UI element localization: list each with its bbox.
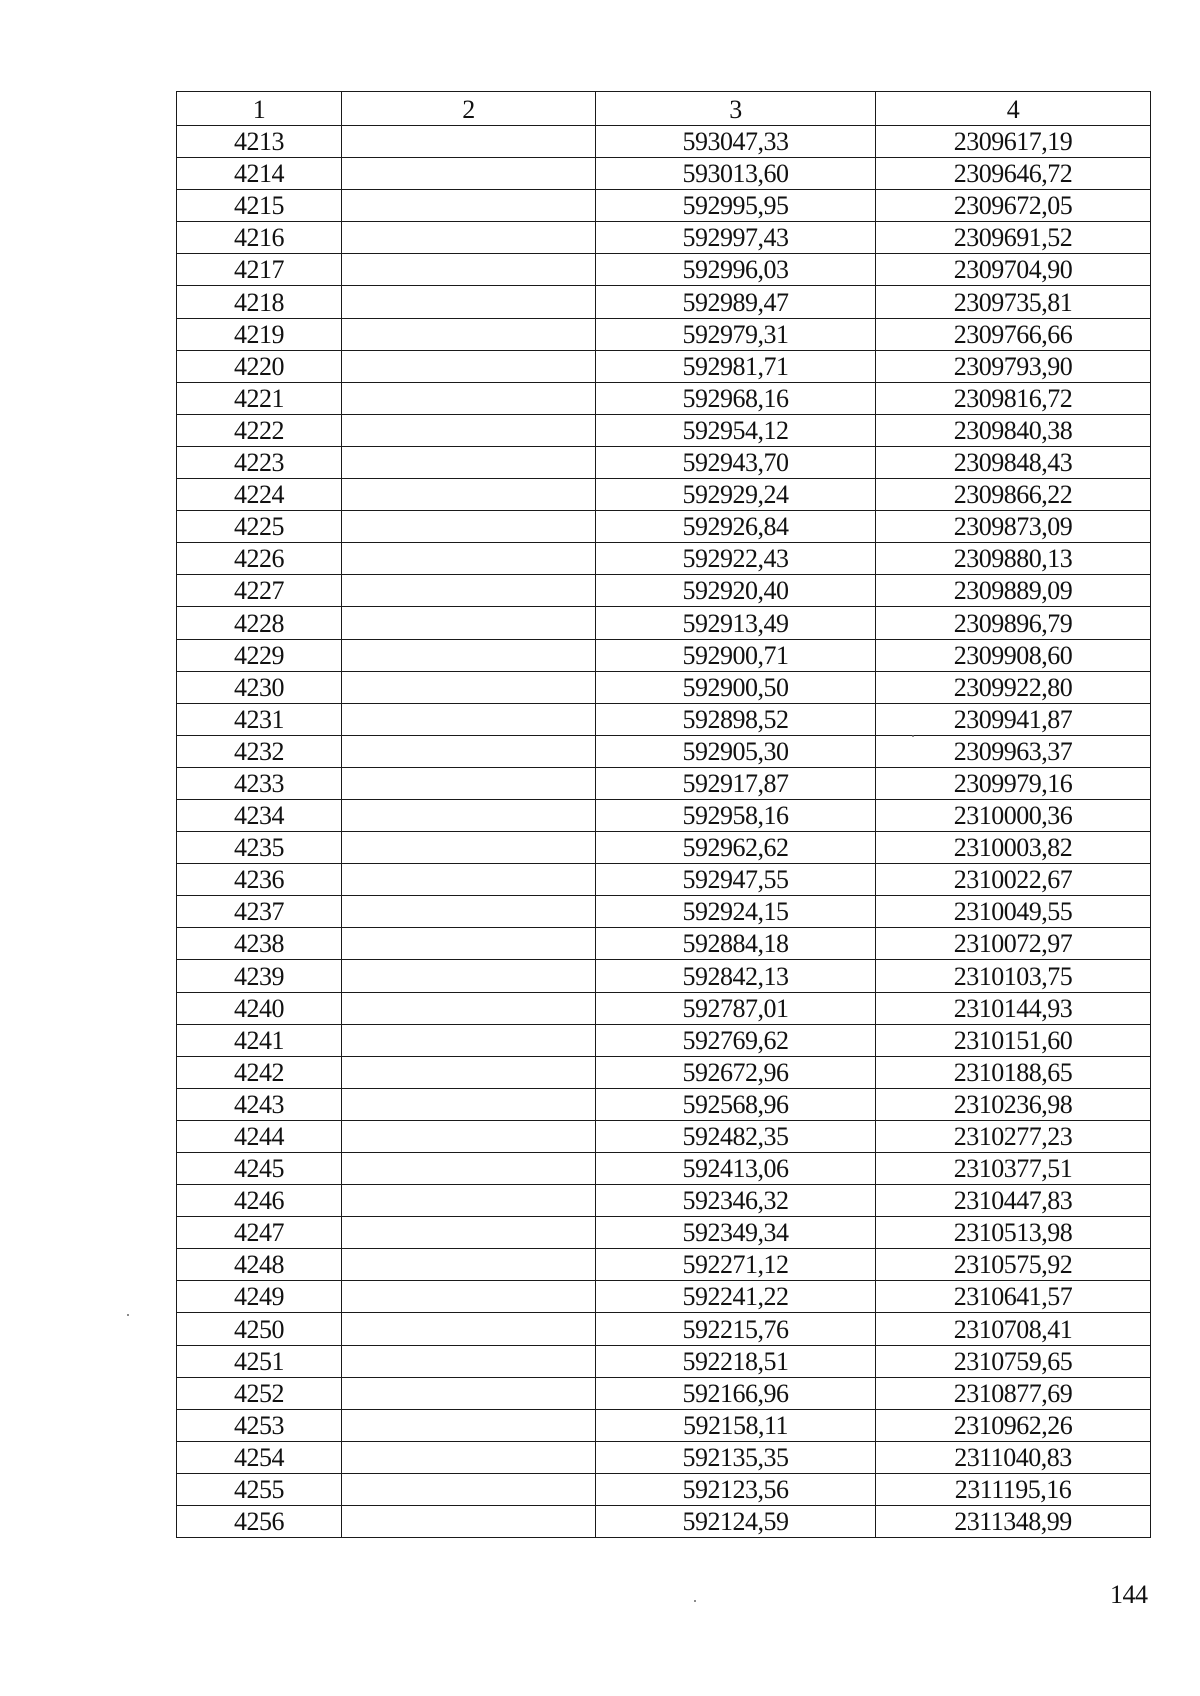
x-coordinate-cell: 592981,71 — [596, 350, 876, 382]
y-coordinate-cell: 2309896,79 — [876, 607, 1151, 639]
y-coordinate-cell: 2311348,99 — [876, 1506, 1151, 1538]
table-row — [177, 350, 1151, 382]
description-cell — [342, 446, 596, 478]
x-coordinate-cell: 592905,30 — [596, 735, 876, 767]
description-cell — [342, 126, 596, 158]
point-number-cell: 4239 — [177, 960, 342, 992]
x-coordinate-cell: 592920,40 — [596, 575, 876, 607]
point-number-cell: 4254 — [177, 1441, 342, 1473]
y-coordinate-cell: 2309979,16 — [876, 767, 1151, 799]
point-number-cell: 4217 — [177, 254, 342, 286]
x-coordinate-cell: 592947,55 — [596, 864, 876, 896]
point-number-cell: 4241 — [177, 1024, 342, 1056]
y-coordinate-cell: 2309963,37 — [876, 735, 1151, 767]
point-number-cell: 4244 — [177, 1120, 342, 1152]
y-coordinate-cell: 2309866,22 — [876, 479, 1151, 511]
point-number-cell: 4235 — [177, 832, 342, 864]
y-coordinate-cell: 2310377,51 — [876, 1153, 1151, 1185]
table-row — [177, 286, 1151, 318]
point-number-cell: 4224 — [177, 479, 342, 511]
point-number-cell: 4222 — [177, 414, 342, 446]
x-coordinate-cell: 592898,52 — [596, 703, 876, 735]
table-row — [177, 735, 1151, 767]
x-coordinate-cell: 592413,06 — [596, 1153, 876, 1185]
point-number-cell: 4240 — [177, 992, 342, 1024]
description-cell — [342, 254, 596, 286]
description-cell — [342, 1249, 596, 1281]
x-coordinate-cell: 592922,43 — [596, 543, 876, 575]
point-number-cell: 4252 — [177, 1377, 342, 1409]
description-cell — [342, 1056, 596, 1088]
table-row — [177, 928, 1151, 960]
description-cell — [342, 479, 596, 511]
x-coordinate-cell: 592123,56 — [596, 1473, 876, 1505]
point-number-cell: 4256 — [177, 1506, 342, 1538]
table-row — [177, 1345, 1151, 1377]
table-row — [177, 1088, 1151, 1120]
x-coordinate-cell: 592900,50 — [596, 671, 876, 703]
description-cell — [342, 1409, 596, 1441]
point-number-cell: 4237 — [177, 896, 342, 928]
y-coordinate-cell: 2309691,52 — [876, 222, 1151, 254]
y-coordinate-cell: 2309941,87 — [876, 703, 1151, 735]
y-coordinate-cell: 2310103,75 — [876, 960, 1151, 992]
table-header — [177, 92, 1151, 126]
y-coordinate-cell: 2310513,98 — [876, 1217, 1151, 1249]
table-row — [177, 511, 1151, 543]
x-coordinate-cell: 592787,01 — [596, 992, 876, 1024]
y-coordinate-cell: 2309617,19 — [876, 126, 1151, 158]
point-number-cell: 4229 — [177, 639, 342, 671]
x-coordinate-cell: 592271,12 — [596, 1249, 876, 1281]
y-coordinate-cell: 2309704,90 — [876, 254, 1151, 286]
point-number-cell: 4242 — [177, 1056, 342, 1088]
x-coordinate-cell: 592979,31 — [596, 318, 876, 350]
description-cell — [342, 1345, 596, 1377]
y-coordinate-cell: 2310003,82 — [876, 832, 1151, 864]
point-number-cell: 4248 — [177, 1249, 342, 1281]
x-coordinate-cell: 592769,62 — [596, 1024, 876, 1056]
table-row — [177, 671, 1151, 703]
x-coordinate-cell: 592135,35 — [596, 1441, 876, 1473]
y-coordinate-cell: 2309889,09 — [876, 575, 1151, 607]
description-cell — [342, 992, 596, 1024]
point-number-cell: 4214 — [177, 158, 342, 190]
y-coordinate-cell: 2309908,60 — [876, 639, 1151, 671]
table-row — [177, 479, 1151, 511]
point-number-cell: 4231 — [177, 703, 342, 735]
column-header-4: 4 — [876, 92, 1151, 126]
table-row — [177, 864, 1151, 896]
y-coordinate-cell: 2309873,09 — [876, 511, 1151, 543]
table-row — [177, 607, 1151, 639]
description-cell — [342, 511, 596, 543]
description-cell — [342, 1024, 596, 1056]
x-coordinate-cell: 592917,87 — [596, 767, 876, 799]
y-coordinate-cell: 2310447,83 — [876, 1185, 1151, 1217]
description-cell — [342, 639, 596, 671]
x-coordinate-cell: 592995,95 — [596, 190, 876, 222]
y-coordinate-cell: 2309816,72 — [876, 382, 1151, 414]
table-row — [177, 1409, 1151, 1441]
x-coordinate-cell: 592926,84 — [596, 511, 876, 543]
x-coordinate-cell: 592989,47 — [596, 286, 876, 318]
y-coordinate-cell: 2309793,90 — [876, 350, 1151, 382]
table-row — [177, 1056, 1151, 1088]
y-coordinate-cell: 2310072,97 — [876, 928, 1151, 960]
description-cell — [342, 1217, 596, 1249]
table-row — [177, 318, 1151, 350]
description-cell — [342, 767, 596, 799]
description-cell — [342, 158, 596, 190]
description-cell — [342, 1185, 596, 1217]
y-coordinate-cell: 2309672,05 — [876, 190, 1151, 222]
x-coordinate-cell: 592968,16 — [596, 382, 876, 414]
description-cell — [342, 799, 596, 831]
point-number-cell: 4213 — [177, 126, 342, 158]
table-row — [177, 1313, 1151, 1345]
column-header-1: 1 — [177, 92, 342, 126]
description-cell — [342, 543, 596, 575]
y-coordinate-cell: 2310641,57 — [876, 1281, 1151, 1313]
column-header-2: 2 — [342, 92, 596, 126]
table-row — [177, 1153, 1151, 1185]
table-row — [177, 992, 1151, 1024]
point-number-cell: 4251 — [177, 1345, 342, 1377]
description-cell — [342, 1473, 596, 1505]
x-coordinate-cell: 592943,70 — [596, 446, 876, 478]
point-number-cell: 4243 — [177, 1088, 342, 1120]
scan-speck — [127, 1314, 129, 1316]
x-coordinate-cell: 592166,96 — [596, 1377, 876, 1409]
y-coordinate-cell: 2309735,81 — [876, 286, 1151, 318]
table-row — [177, 703, 1151, 735]
y-coordinate-cell: 2309922,80 — [876, 671, 1151, 703]
point-number-cell: 4226 — [177, 543, 342, 575]
table-row — [177, 158, 1151, 190]
y-coordinate-cell: 2310144,93 — [876, 992, 1151, 1024]
y-coordinate-cell: 2310759,65 — [876, 1345, 1151, 1377]
point-number-cell: 4247 — [177, 1217, 342, 1249]
x-coordinate-cell: 592929,24 — [596, 479, 876, 511]
point-number-cell: 4219 — [177, 318, 342, 350]
table-row — [177, 446, 1151, 478]
x-coordinate-cell: 592954,12 — [596, 414, 876, 446]
point-number-cell: 4233 — [177, 767, 342, 799]
x-coordinate-cell: 592924,15 — [596, 896, 876, 928]
description-cell — [342, 414, 596, 446]
point-number-cell: 4255 — [177, 1473, 342, 1505]
scan-speck — [912, 735, 914, 737]
description-cell — [342, 575, 596, 607]
description-cell — [342, 286, 596, 318]
table-row — [177, 222, 1151, 254]
table-row — [177, 1024, 1151, 1056]
table-row — [177, 543, 1151, 575]
scan-speck — [694, 1600, 696, 1602]
description-cell — [342, 671, 596, 703]
y-coordinate-cell: 2310022,67 — [876, 864, 1151, 896]
x-coordinate-cell: 592218,51 — [596, 1345, 876, 1377]
x-coordinate-cell: 592158,11 — [596, 1409, 876, 1441]
x-coordinate-cell: 592913,49 — [596, 607, 876, 639]
x-coordinate-cell: 593013,60 — [596, 158, 876, 190]
table-row — [177, 1185, 1151, 1217]
x-coordinate-cell: 592482,35 — [596, 1120, 876, 1152]
table-row — [177, 1441, 1151, 1473]
point-number-cell: 4232 — [177, 735, 342, 767]
y-coordinate-cell: 2309646,72 — [876, 158, 1151, 190]
x-coordinate-cell: 592884,18 — [596, 928, 876, 960]
table-body — [177, 126, 1151, 1538]
column-header-3: 3 — [596, 92, 876, 126]
description-cell — [342, 1153, 596, 1185]
point-number-cell: 4216 — [177, 222, 342, 254]
description-cell — [342, 896, 596, 928]
table-row — [177, 254, 1151, 286]
table-row — [177, 414, 1151, 446]
y-coordinate-cell: 2310277,23 — [876, 1120, 1151, 1152]
description-cell — [342, 735, 596, 767]
x-coordinate-cell: 592900,71 — [596, 639, 876, 671]
y-coordinate-cell: 2310000,36 — [876, 799, 1151, 831]
coordinates-table — [176, 91, 1151, 1538]
description-cell — [342, 1313, 596, 1345]
x-coordinate-cell: 592124,59 — [596, 1506, 876, 1538]
x-coordinate-cell: 592958,16 — [596, 799, 876, 831]
table-row — [177, 190, 1151, 222]
x-coordinate-cell: 592997,43 — [596, 222, 876, 254]
y-coordinate-cell: 2310188,65 — [876, 1056, 1151, 1088]
table-row — [177, 960, 1151, 992]
point-number-cell: 4246 — [177, 1185, 342, 1217]
y-coordinate-cell: 2309848,43 — [876, 446, 1151, 478]
y-coordinate-cell: 2311040,83 — [876, 1441, 1151, 1473]
description-cell — [342, 1088, 596, 1120]
y-coordinate-cell: 2309766,66 — [876, 318, 1151, 350]
x-coordinate-cell: 592996,03 — [596, 254, 876, 286]
description-cell — [342, 190, 596, 222]
description-cell — [342, 1377, 596, 1409]
table-row — [177, 1377, 1151, 1409]
x-coordinate-cell: 592672,96 — [596, 1056, 876, 1088]
point-number-cell: 4225 — [177, 511, 342, 543]
y-coordinate-cell: 2309840,38 — [876, 414, 1151, 446]
description-cell — [342, 607, 596, 639]
point-number-cell: 4218 — [177, 286, 342, 318]
description-cell — [342, 832, 596, 864]
description-cell — [342, 1120, 596, 1152]
point-number-cell: 4249 — [177, 1281, 342, 1313]
x-coordinate-cell: 592842,13 — [596, 960, 876, 992]
point-number-cell: 4215 — [177, 190, 342, 222]
table-row — [177, 382, 1151, 414]
point-number-cell: 4221 — [177, 382, 342, 414]
table-row — [177, 126, 1151, 158]
point-number-cell: 4236 — [177, 864, 342, 896]
y-coordinate-cell: 2311195,16 — [876, 1473, 1151, 1505]
x-coordinate-cell: 592349,34 — [596, 1217, 876, 1249]
y-coordinate-cell: 2310151,60 — [876, 1024, 1151, 1056]
table-row — [177, 1506, 1151, 1538]
x-coordinate-cell: 592962,62 — [596, 832, 876, 864]
point-number-cell: 4227 — [177, 575, 342, 607]
y-coordinate-cell: 2310962,26 — [876, 1409, 1151, 1441]
x-coordinate-cell: 592346,32 — [596, 1185, 876, 1217]
point-number-cell: 4238 — [177, 928, 342, 960]
description-cell — [342, 318, 596, 350]
point-number-cell: 4228 — [177, 607, 342, 639]
point-number-cell: 4253 — [177, 1409, 342, 1441]
x-coordinate-cell: 592568,96 — [596, 1088, 876, 1120]
y-coordinate-cell: 2309880,13 — [876, 543, 1151, 575]
y-coordinate-cell: 2310877,69 — [876, 1377, 1151, 1409]
table-row — [177, 1120, 1151, 1152]
y-coordinate-cell: 2310236,98 — [876, 1088, 1151, 1120]
point-number-cell: 4223 — [177, 446, 342, 478]
x-coordinate-cell: 592241,22 — [596, 1281, 876, 1313]
y-coordinate-cell: 2310575,92 — [876, 1249, 1151, 1281]
description-cell — [342, 960, 596, 992]
table-row — [177, 1473, 1151, 1505]
table-row — [177, 832, 1151, 864]
x-coordinate-cell: 592215,76 — [596, 1313, 876, 1345]
point-number-cell: 4234 — [177, 799, 342, 831]
table-row — [177, 575, 1151, 607]
table-row — [177, 639, 1151, 671]
table-row — [177, 799, 1151, 831]
description-cell — [342, 1281, 596, 1313]
description-cell — [342, 222, 596, 254]
description-cell — [342, 928, 596, 960]
description-cell — [342, 864, 596, 896]
point-number-cell: 4230 — [177, 671, 342, 703]
header-row — [177, 92, 1151, 126]
description-cell — [342, 382, 596, 414]
table-row — [177, 896, 1151, 928]
x-coordinate-cell: 593047,33 — [596, 126, 876, 158]
description-cell — [342, 1506, 596, 1538]
table-row — [177, 1249, 1151, 1281]
description-cell — [342, 703, 596, 735]
page-number: 144 — [1110, 1580, 1148, 1609]
point-number-cell: 4220 — [177, 350, 342, 382]
description-cell — [342, 1441, 596, 1473]
point-number-cell: 4250 — [177, 1313, 342, 1345]
point-number-cell: 4245 — [177, 1153, 342, 1185]
table-row — [177, 1281, 1151, 1313]
table-row — [177, 767, 1151, 799]
y-coordinate-cell: 2310049,55 — [876, 896, 1151, 928]
y-coordinate-cell: 2310708,41 — [876, 1313, 1151, 1345]
table-row — [177, 1217, 1151, 1249]
description-cell — [342, 350, 596, 382]
